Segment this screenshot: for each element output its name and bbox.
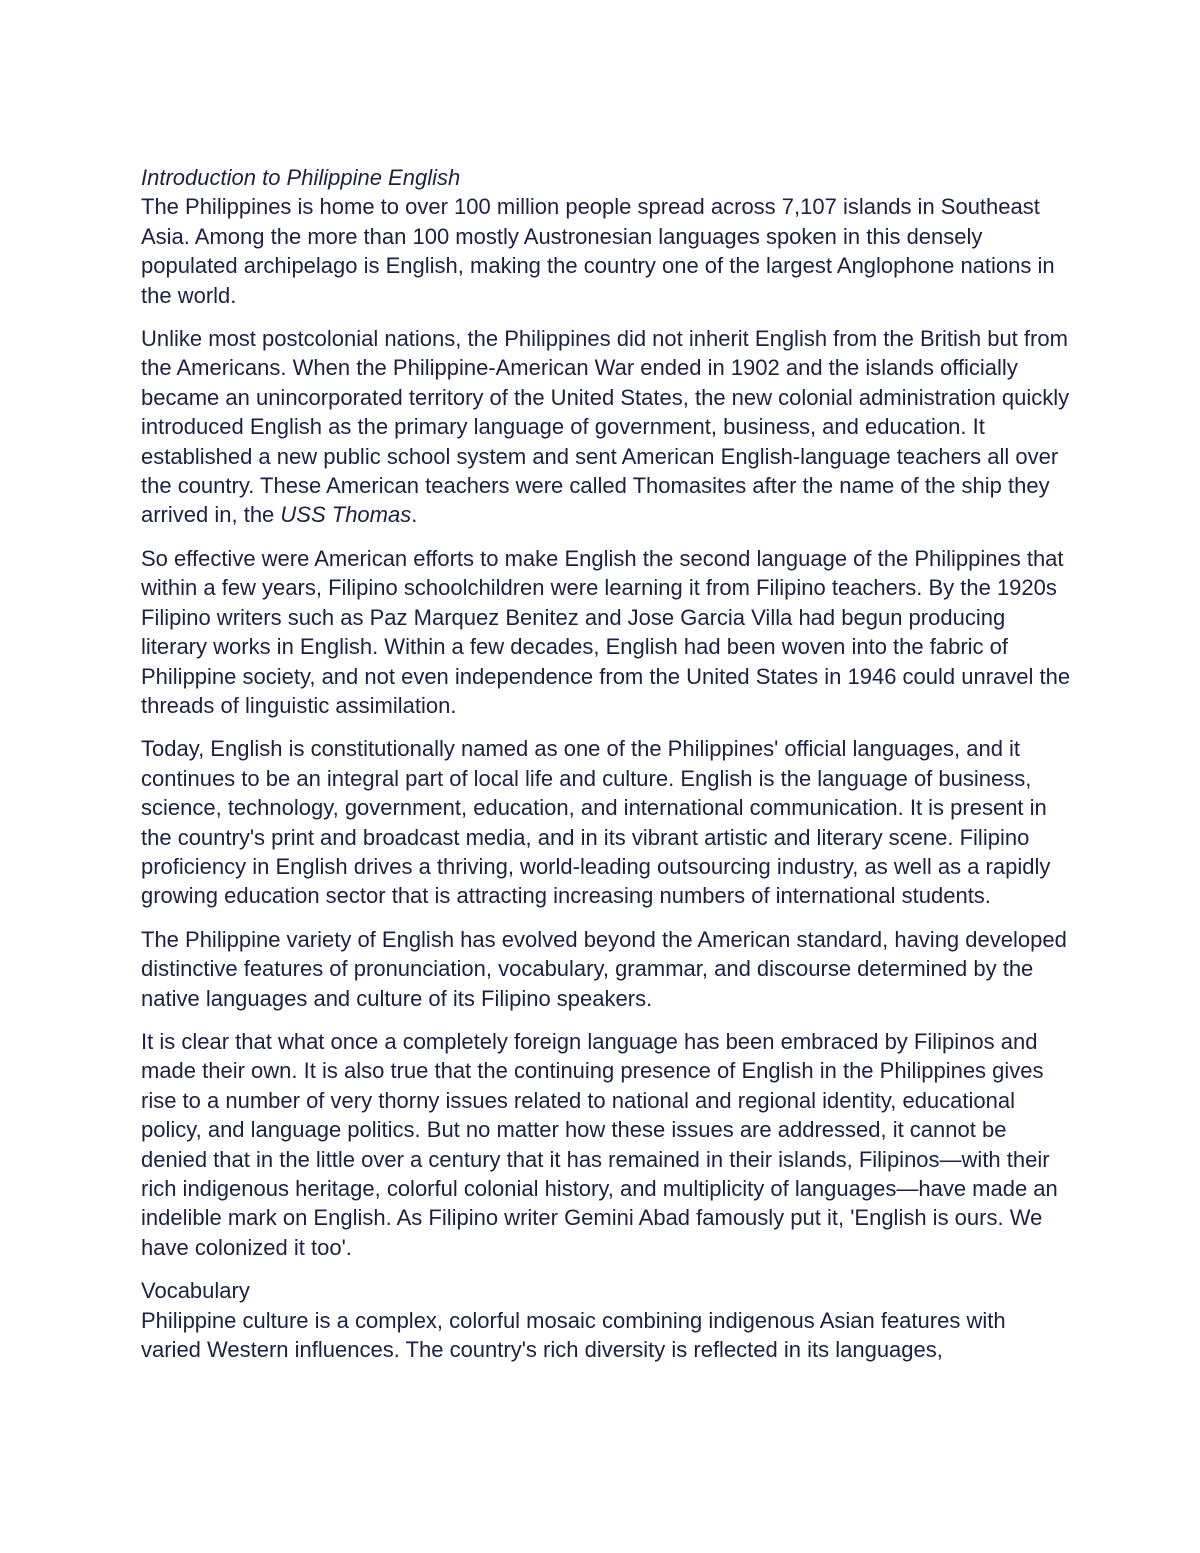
paragraph-clear-text: It is clear that what once a completely foreign language has been embraced by Filipinos and made their own. It is also true that the continuing presence of English in the Philippines gives rise to a number of very thorny issues related to national and regional identity, educational policy, and language politics. But no matter how these issues are addressed, it cannot be denied that in the little over a century that it has remained in their islands, Filipinos—with their rich indigenous heritage, colorful colonial history, and multiplicity of languages—have made an indelible mark on English. As Filipino writer Gemini Abad famously put it, 'English is ours. We have colonized it too'. [141, 1028, 1058, 1260]
paragraph-vocabulary-text: Philippine culture is a complex, colorful mosaic combining indigenous Asian features with varied Western influences. The country's rich diversity is reflected in its languages, [141, 1307, 1006, 1363]
vocabulary-paragraph [141, 1276, 1071, 1364]
paragraph-variety [141, 925, 1071, 1013]
paragraph-effective [141, 544, 1071, 720]
intro-paragraph [141, 163, 1071, 310]
paragraph-today [141, 734, 1071, 910]
paragraph-history-text: Unlike most postcolonial nations, the Philippines did not inherit English from the British but from the Americans. When the Philippine-American War ended in 1902 and the islands officially became an unincorporated territory of the United States, the new colonial administration quickly introduced English as the primary language of government, business, and education. It established a new public school system and sent American English-language teachers all over the country. These American teachers were called Thomasites after the name of the ship they arrived in, the [141, 326, 1070, 528]
paragraph-clear [141, 1027, 1071, 1262]
paragraph-effective-text: So effective were American efforts to make English the second language of the Philippines that within a few years, Filipino schoolchildren were learning it from Filipino teachers. By the 1920s Filipino writers such as Paz Marquez Benitez and Jose Garcia Villa had begun producing literary works in English. Within a few decades, English had been woven into the fabric of Philippine society, and not even independence from the United States in 1946 could unravel the threads of linguistic assimilation. [141, 545, 1071, 718]
paragraph-variety-text: The Philippine variety of English has evolved beyond the American standard, having developed distinctive features of pronunciation, vocabulary, grammar, and discourse determined by the native languages and culture of its Filipino speakers. [141, 926, 1067, 1011]
paragraph-today-text: Today, English is constitutionally named as one of the Philippines' official languages, and it continues to be an integral part of local life and culture. English is the language of business, science, technology, government, education, and international communication. It is present in the country's print and broadcast media, and in its vibrant artistic and literary scene. Filipino proficiency in English drives a thriving, world-leading outsourcing industry, as well as a rapidly growing education sector that is attracting increasing numbers of international students. [141, 736, 1051, 909]
section-title-vocabulary: Vocabulary [141, 1278, 250, 1304]
ship-name: USS Thomas [280, 502, 412, 528]
section-title-introduction: Introduction to Philippine English [141, 165, 461, 190]
ship-suffix: . [411, 502, 418, 528]
document-page [141, 163, 1071, 1378]
paragraph-history [141, 324, 1071, 530]
paragraph-intro-text: The Philippines is home to over 100 million people spread across 7,107 islands in Southeast Asia. Among the more than 100 mostly Austronesian languages spoken in this densely populated archipelago is English, making the country one of the largest Anglophone nations in the world. [141, 194, 1055, 308]
